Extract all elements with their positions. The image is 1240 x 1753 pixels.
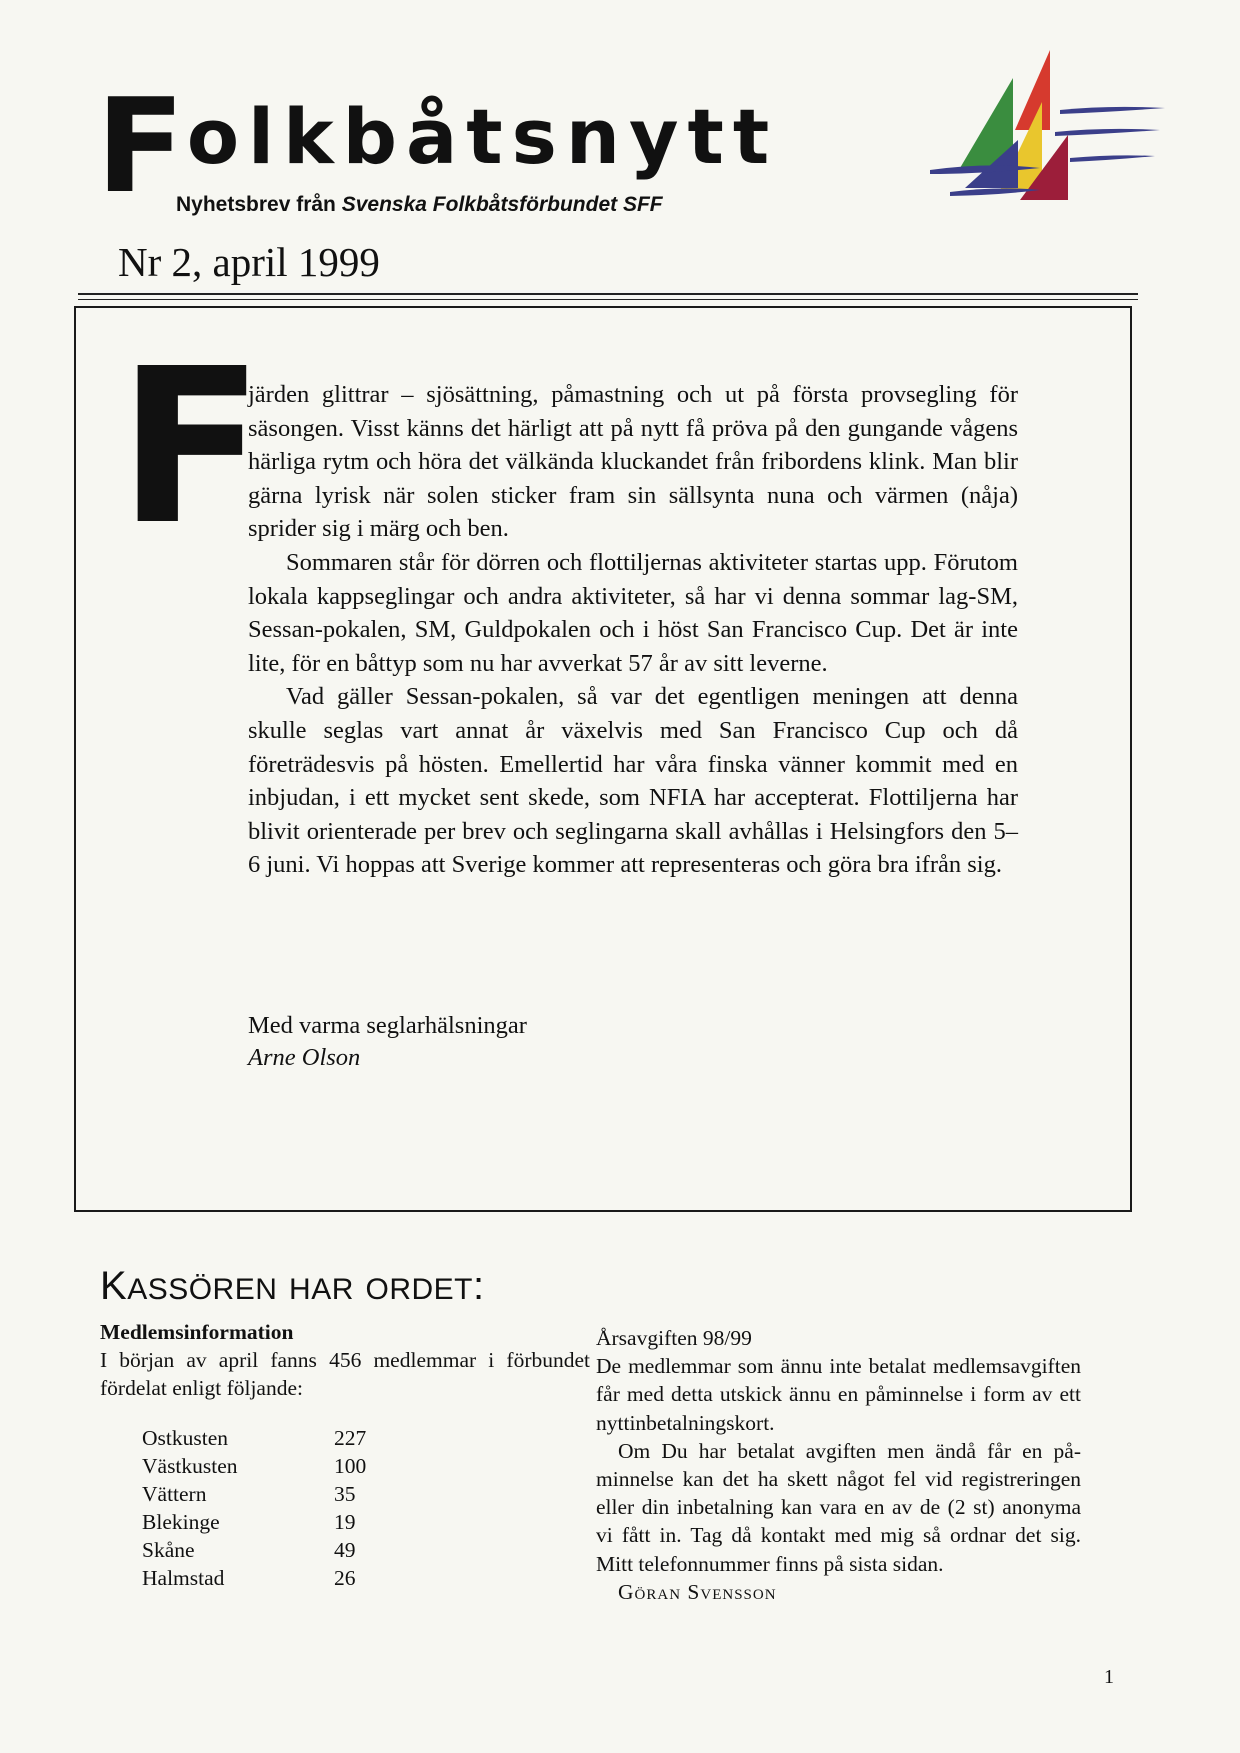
annual-fee-column (596, 1324, 1081, 1606)
subtitle-prefix: Nyhetsbrev från (176, 193, 336, 216)
subtitle-organization: Svenska Folkbåtsförbundet SFF (341, 193, 663, 216)
red-sail (1015, 50, 1050, 130)
masthead-rule-thin (78, 299, 1138, 300)
editorial-closing (248, 1010, 527, 1074)
page-number: 1 (1104, 1666, 1114, 1688)
drop-cap: F (118, 323, 265, 572)
membership-column (100, 1318, 590, 1592)
flottilla-name: Vättern (142, 1482, 207, 1506)
editorial-text (248, 378, 1018, 882)
heading-assoren: ASSÖREN (127, 1273, 278, 1306)
closing-greeting: Med varma seglarhälsningar (248, 1012, 527, 1039)
issue-number: Nr 2, april 1999 (118, 239, 380, 285)
annual-fee-paragraph-2: Om Du har betalat avgiften men ändå får en påminnelse kan det ha skett något fel vid registreringen eller din inbetalning kan vara en av de (2 st) anonyma vi fått in. Tag då kontakt med mig så ordnar det sig. Mitt telefonnummer finns på sista sidan. (596, 1438, 1081, 1576)
annual-fee-title: Årsavgiften 98/99 (596, 1326, 752, 1350)
flottilla-name: Skåne (142, 1538, 195, 1562)
flottilla-name: Ostkusten (142, 1426, 228, 1450)
table-row (142, 1536, 590, 1564)
masthead-title-initial: F (96, 70, 187, 222)
masthead-title-rest: olkbåtsnytt (186, 92, 779, 181)
table-row (142, 1508, 590, 1536)
flottilla-name: Västkusten (142, 1454, 238, 1478)
editorial-paragraph-3: Vad gäller Sessan-pokalen, så var det egentligen meningen att denna skulle seglas vart annat år växelvis med San Francisco Cup och då företrädesvis på hösten. Emellertid har våra finska vänner kommit med en inbjudan, i ett mycket sent skede, som NFIA har accepterat. Flottiljerna har blivit orienterade per brev och seglingarna skall avhållas i Helsingfors den 5–6 juni. Vi hoppas att Sverige kommer att representeras och göra bra ifrån sig. (248, 683, 1018, 879)
masthead-rule-thick (78, 293, 1138, 295)
member-count: 35 (334, 1482, 356, 1506)
table-row (142, 1480, 590, 1508)
member-count: 100 (334, 1454, 367, 1478)
table-row (142, 1424, 590, 1452)
masthead-subtitle (176, 193, 663, 217)
wave-2 (1055, 129, 1160, 136)
table-row (142, 1452, 590, 1480)
wave-1 (1060, 107, 1165, 114)
annual-fee-paragraph-1: De medlemmar som ännu inte betalat medlemsavgiften får med detta utskick ännu en påminnelse i form av ett nyttinbetalningskort. (596, 1354, 1081, 1435)
editorial-paragraph-2: Sommaren står för dörren och flottiljernas aktiviteter startas upp. Förutom lokala kappseglingar och andra aktiviteter, så har vi denna sommar lag-SM, Sessan-pokalen, SM, Guldpokalen och i höst San Francisco Cup. Det är inte lite, för en båttyp som nu har avverkat 57 år av sitt leverne. (248, 548, 1018, 677)
editorial-paragraph-1: järden glittrar – sjösättning, påmastning och ut på första provsegling för säsongen. Visst känns det härligt att på nytt få pröva på den gungande vågens härliga rytm och höra det välkända kluckandet från fribordens klink. Man blir gärna lyrisk när solen sticker fram sin sällsynta nuna och värmen (nåja) sprider sig i märg och ben. (248, 381, 1018, 543)
member-count: 19 (334, 1510, 356, 1534)
closing-signature: Arne Olson (248, 1044, 361, 1071)
table-row (142, 1564, 590, 1592)
membership-title: Medlemsinformation (100, 1320, 294, 1344)
flottilla-name: Blekinge (142, 1510, 220, 1534)
flottilla-name: Halmstad (142, 1566, 225, 1590)
member-count: 49 (334, 1538, 356, 1562)
sailboat-logo (920, 50, 1170, 230)
heading-ordet: ORDET (365, 1273, 473, 1306)
heading-har: HAR (289, 1273, 354, 1306)
member-count: 227 (334, 1426, 367, 1450)
heading-colon: : (473, 1264, 485, 1308)
member-count: 26 (334, 1566, 356, 1590)
wave-4 (1070, 155, 1155, 162)
heading-k: K (100, 1264, 128, 1308)
membership-intro: I början av april fanns 456 medlemmar i förbundet fördelat enligt följande: (100, 1348, 590, 1400)
logo-sails (960, 50, 1068, 200)
treasurer-heading (100, 1264, 485, 1309)
membership-table (142, 1424, 590, 1592)
treasurer-signature: Göran Svensson (618, 1579, 777, 1604)
